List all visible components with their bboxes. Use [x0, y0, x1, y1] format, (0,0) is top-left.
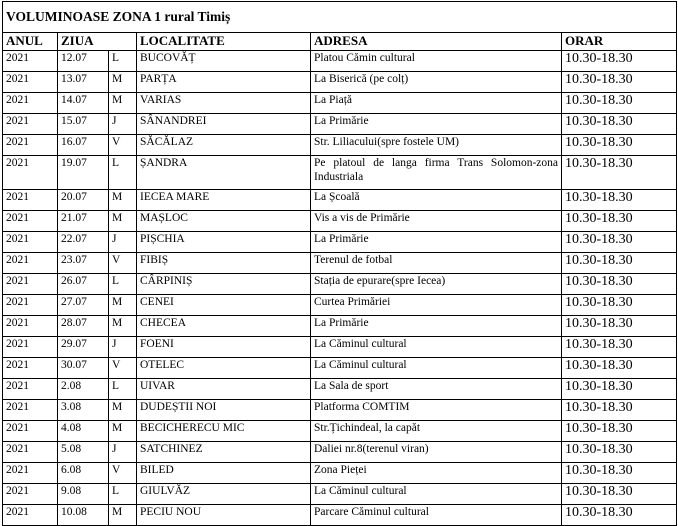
cell-year: 2021 [3, 253, 58, 274]
cell-address: Str. Liliacului(spre fostele UM) [311, 135, 562, 156]
cell-year: 2021 [3, 505, 58, 526]
cell-date: 12.07 [58, 51, 109, 72]
cell-date: 29.07 [58, 337, 109, 358]
cell-date: 22.07 [58, 232, 109, 253]
cell-year: 2021 [3, 156, 58, 190]
cell-year: 2021 [3, 190, 58, 211]
cell-year: 2021 [3, 72, 58, 93]
cell-address: La Primărie [311, 114, 562, 135]
cell-hours: 10.30-18.30 [562, 316, 677, 337]
cell-year: 2021 [3, 379, 58, 400]
cell-date: 10.08 [58, 505, 109, 526]
cell-locality: VARIAS [137, 93, 311, 114]
cell-year: 2021 [3, 51, 58, 72]
cell-address: Vis a vis de Primărie [311, 211, 562, 232]
header-hours: ORAR [562, 33, 677, 51]
cell-date: 2.08 [58, 379, 109, 400]
cell-date: 28.07 [58, 316, 109, 337]
table-row [3, 93, 677, 114]
cell-hours: 10.30-18.30 [562, 51, 677, 72]
cell-locality: CENEI [137, 295, 311, 316]
cell-hours: 10.30-18.30 [562, 114, 677, 135]
table-row [3, 156, 677, 190]
table-row [3, 505, 677, 526]
cell-date: 26.07 [58, 274, 109, 295]
cell-locality: SATCHINEZ [137, 442, 311, 463]
header-address: ADRESA [311, 33, 562, 51]
cell-year: 2021 [3, 295, 58, 316]
cell-hours: 10.30-18.30 [562, 72, 677, 93]
header-date: ZIUA [58, 33, 137, 51]
cell-year: 2021 [3, 463, 58, 484]
cell-date: 15.07 [58, 114, 109, 135]
cell-date: 6.08 [58, 463, 109, 484]
cell-address: Pe platoul de langa firma Trans Solomon-zona Industriala [311, 156, 562, 190]
cell-day: M [109, 93, 137, 114]
cell-year: 2021 [3, 232, 58, 253]
cell-locality: BILED [137, 463, 311, 484]
table-row [3, 232, 677, 253]
cell-address: Zona Pieței [311, 463, 562, 484]
cell-locality: BUCOVĂȚ [137, 51, 311, 72]
cell-date: 21.07 [58, 211, 109, 232]
table-row [3, 484, 677, 505]
cell-address: La Primărie [311, 232, 562, 253]
cell-day: J [109, 114, 137, 135]
cell-address: La Căminul cultural [311, 337, 562, 358]
cell-hours: 10.30-18.30 [562, 505, 677, 526]
table-row [3, 211, 677, 232]
title-row [3, 2, 677, 33]
cell-hours: 10.30-18.30 [562, 337, 677, 358]
cell-hours: 10.30-18.30 [562, 295, 677, 316]
table-row [3, 400, 677, 421]
cell-day: J [109, 232, 137, 253]
cell-year: 2021 [3, 114, 58, 135]
cell-locality: MAȘLOC [137, 211, 311, 232]
cell-locality: GIULVĂZ [137, 484, 311, 505]
cell-hours: 10.30-18.30 [562, 135, 677, 156]
cell-date: 14.07 [58, 93, 109, 114]
table-row [3, 442, 677, 463]
cell-locality: FIBIȘ [137, 253, 311, 274]
cell-hours: 10.30-18.30 [562, 379, 677, 400]
cell-date: 9.08 [58, 484, 109, 505]
cell-date: 19.07 [58, 156, 109, 190]
table-row [3, 114, 677, 135]
table-row [3, 295, 677, 316]
cell-day: M [109, 505, 137, 526]
cell-locality: PIȘCHIA [137, 232, 311, 253]
cell-day: V [109, 135, 137, 156]
cell-address: Curtea Primăriei [311, 295, 562, 316]
table-row [3, 253, 677, 274]
cell-locality: PARȚA [137, 72, 311, 93]
header-year: ANUL [3, 33, 58, 51]
header-locality: LOCALITATE [137, 33, 311, 51]
table-row [3, 421, 677, 442]
cell-hours: 10.30-18.30 [562, 400, 677, 421]
cell-hours: 10.30-18.30 [562, 93, 677, 114]
cell-address: La Școală [311, 190, 562, 211]
cell-locality: CÂRPINIȘ [137, 274, 311, 295]
cell-address: Parcare Căminul cultural [311, 505, 562, 526]
table-row [3, 190, 677, 211]
cell-day: L [109, 379, 137, 400]
cell-date: 20.07 [58, 190, 109, 211]
cell-year: 2021 [3, 211, 58, 232]
cell-locality: PECIU NOU [137, 505, 311, 526]
table-row [3, 463, 677, 484]
cell-address: La Piață [311, 93, 562, 114]
cell-hours: 10.30-18.30 [562, 484, 677, 505]
cell-date: 27.07 [58, 295, 109, 316]
cell-day: M [109, 421, 137, 442]
cell-day: L [109, 484, 137, 505]
cell-date: 4.08 [58, 421, 109, 442]
cell-address: Platforma COMTIM [311, 400, 562, 421]
cell-day: V [109, 358, 137, 379]
cell-date: 13.07 [58, 72, 109, 93]
cell-hours: 10.30-18.30 [562, 253, 677, 274]
cell-address: Str.Țichindeal, la capăt [311, 421, 562, 442]
cell-hours: 10.30-18.30 [562, 463, 677, 484]
cell-address: La Sala de sport [311, 379, 562, 400]
cell-locality: BECICHERECU MIC [137, 421, 311, 442]
cell-day: M [109, 190, 137, 211]
table-row [3, 51, 677, 72]
cell-day: M [109, 72, 137, 93]
cell-day: V [109, 253, 137, 274]
cell-address: Daliei nr.8(terenul viran) [311, 442, 562, 463]
table-row [3, 379, 677, 400]
cell-locality: CHECEA [137, 316, 311, 337]
cell-year: 2021 [3, 358, 58, 379]
cell-address: La Căminul cultural [311, 484, 562, 505]
cell-year: 2021 [3, 135, 58, 156]
cell-year: 2021 [3, 400, 58, 421]
cell-hours: 10.30-18.30 [562, 442, 677, 463]
cell-address: La Căminul cultural [311, 358, 562, 379]
cell-date: 3.08 [58, 400, 109, 421]
cell-day: L [109, 51, 137, 72]
schedule-rows [3, 51, 677, 526]
cell-year: 2021 [3, 93, 58, 114]
cell-hours: 10.30-18.30 [562, 421, 677, 442]
table-row [3, 316, 677, 337]
cell-locality: IECEA MARE [137, 190, 311, 211]
cell-day: M [109, 295, 137, 316]
cell-day: M [109, 211, 137, 232]
cell-address: Stația de epurare(spre Iecea) [311, 274, 562, 295]
cell-locality: DUDEȘTII NOI [137, 400, 311, 421]
table-row [3, 135, 677, 156]
table-row [3, 274, 677, 295]
cell-year: 2021 [3, 484, 58, 505]
cell-address: La Biserică (pe colț) [311, 72, 562, 93]
header-row [3, 33, 677, 51]
table-row [3, 337, 677, 358]
table-row [3, 358, 677, 379]
cell-year: 2021 [3, 337, 58, 358]
cell-day: L [109, 156, 137, 190]
cell-hours: 10.30-18.30 [562, 190, 677, 211]
cell-date: 30.07 [58, 358, 109, 379]
cell-date: 16.07 [58, 135, 109, 156]
cell-year: 2021 [3, 316, 58, 337]
table-row [3, 72, 677, 93]
cell-locality: SÂNANDREI [137, 114, 311, 135]
cell-day: M [109, 316, 137, 337]
cell-locality: SĂCĂLAZ [137, 135, 311, 156]
cell-day: L [109, 274, 137, 295]
cell-hours: 10.30-18.30 [562, 232, 677, 253]
cell-locality: FOENI [137, 337, 311, 358]
cell-date: 23.07 [58, 253, 109, 274]
cell-hours: 10.30-18.30 [562, 358, 677, 379]
cell-day: V [109, 463, 137, 484]
cell-day: M [109, 400, 137, 421]
cell-date: 5.08 [58, 442, 109, 463]
cell-hours: 10.30-18.30 [562, 156, 677, 190]
cell-hours: 10.30-18.30 [562, 274, 677, 295]
cell-year: 2021 [3, 274, 58, 295]
cell-locality: ȘANDRA [137, 156, 311, 190]
table-title: VOLUMINOASE ZONA 1 rural Timiș [3, 2, 677, 33]
cell-locality: OTELEC [137, 358, 311, 379]
cell-hours: 10.30-18.30 [562, 211, 677, 232]
cell-locality: UIVAR [137, 379, 311, 400]
cell-year: 2021 [3, 442, 58, 463]
cell-address: Platou Cămin cultural [311, 51, 562, 72]
schedule-table [2, 1, 677, 526]
cell-address: Terenul de fotbal [311, 253, 562, 274]
cell-day: J [109, 337, 137, 358]
cell-address: La Primărie [311, 316, 562, 337]
cell-year: 2021 [3, 421, 58, 442]
cell-day: J [109, 442, 137, 463]
